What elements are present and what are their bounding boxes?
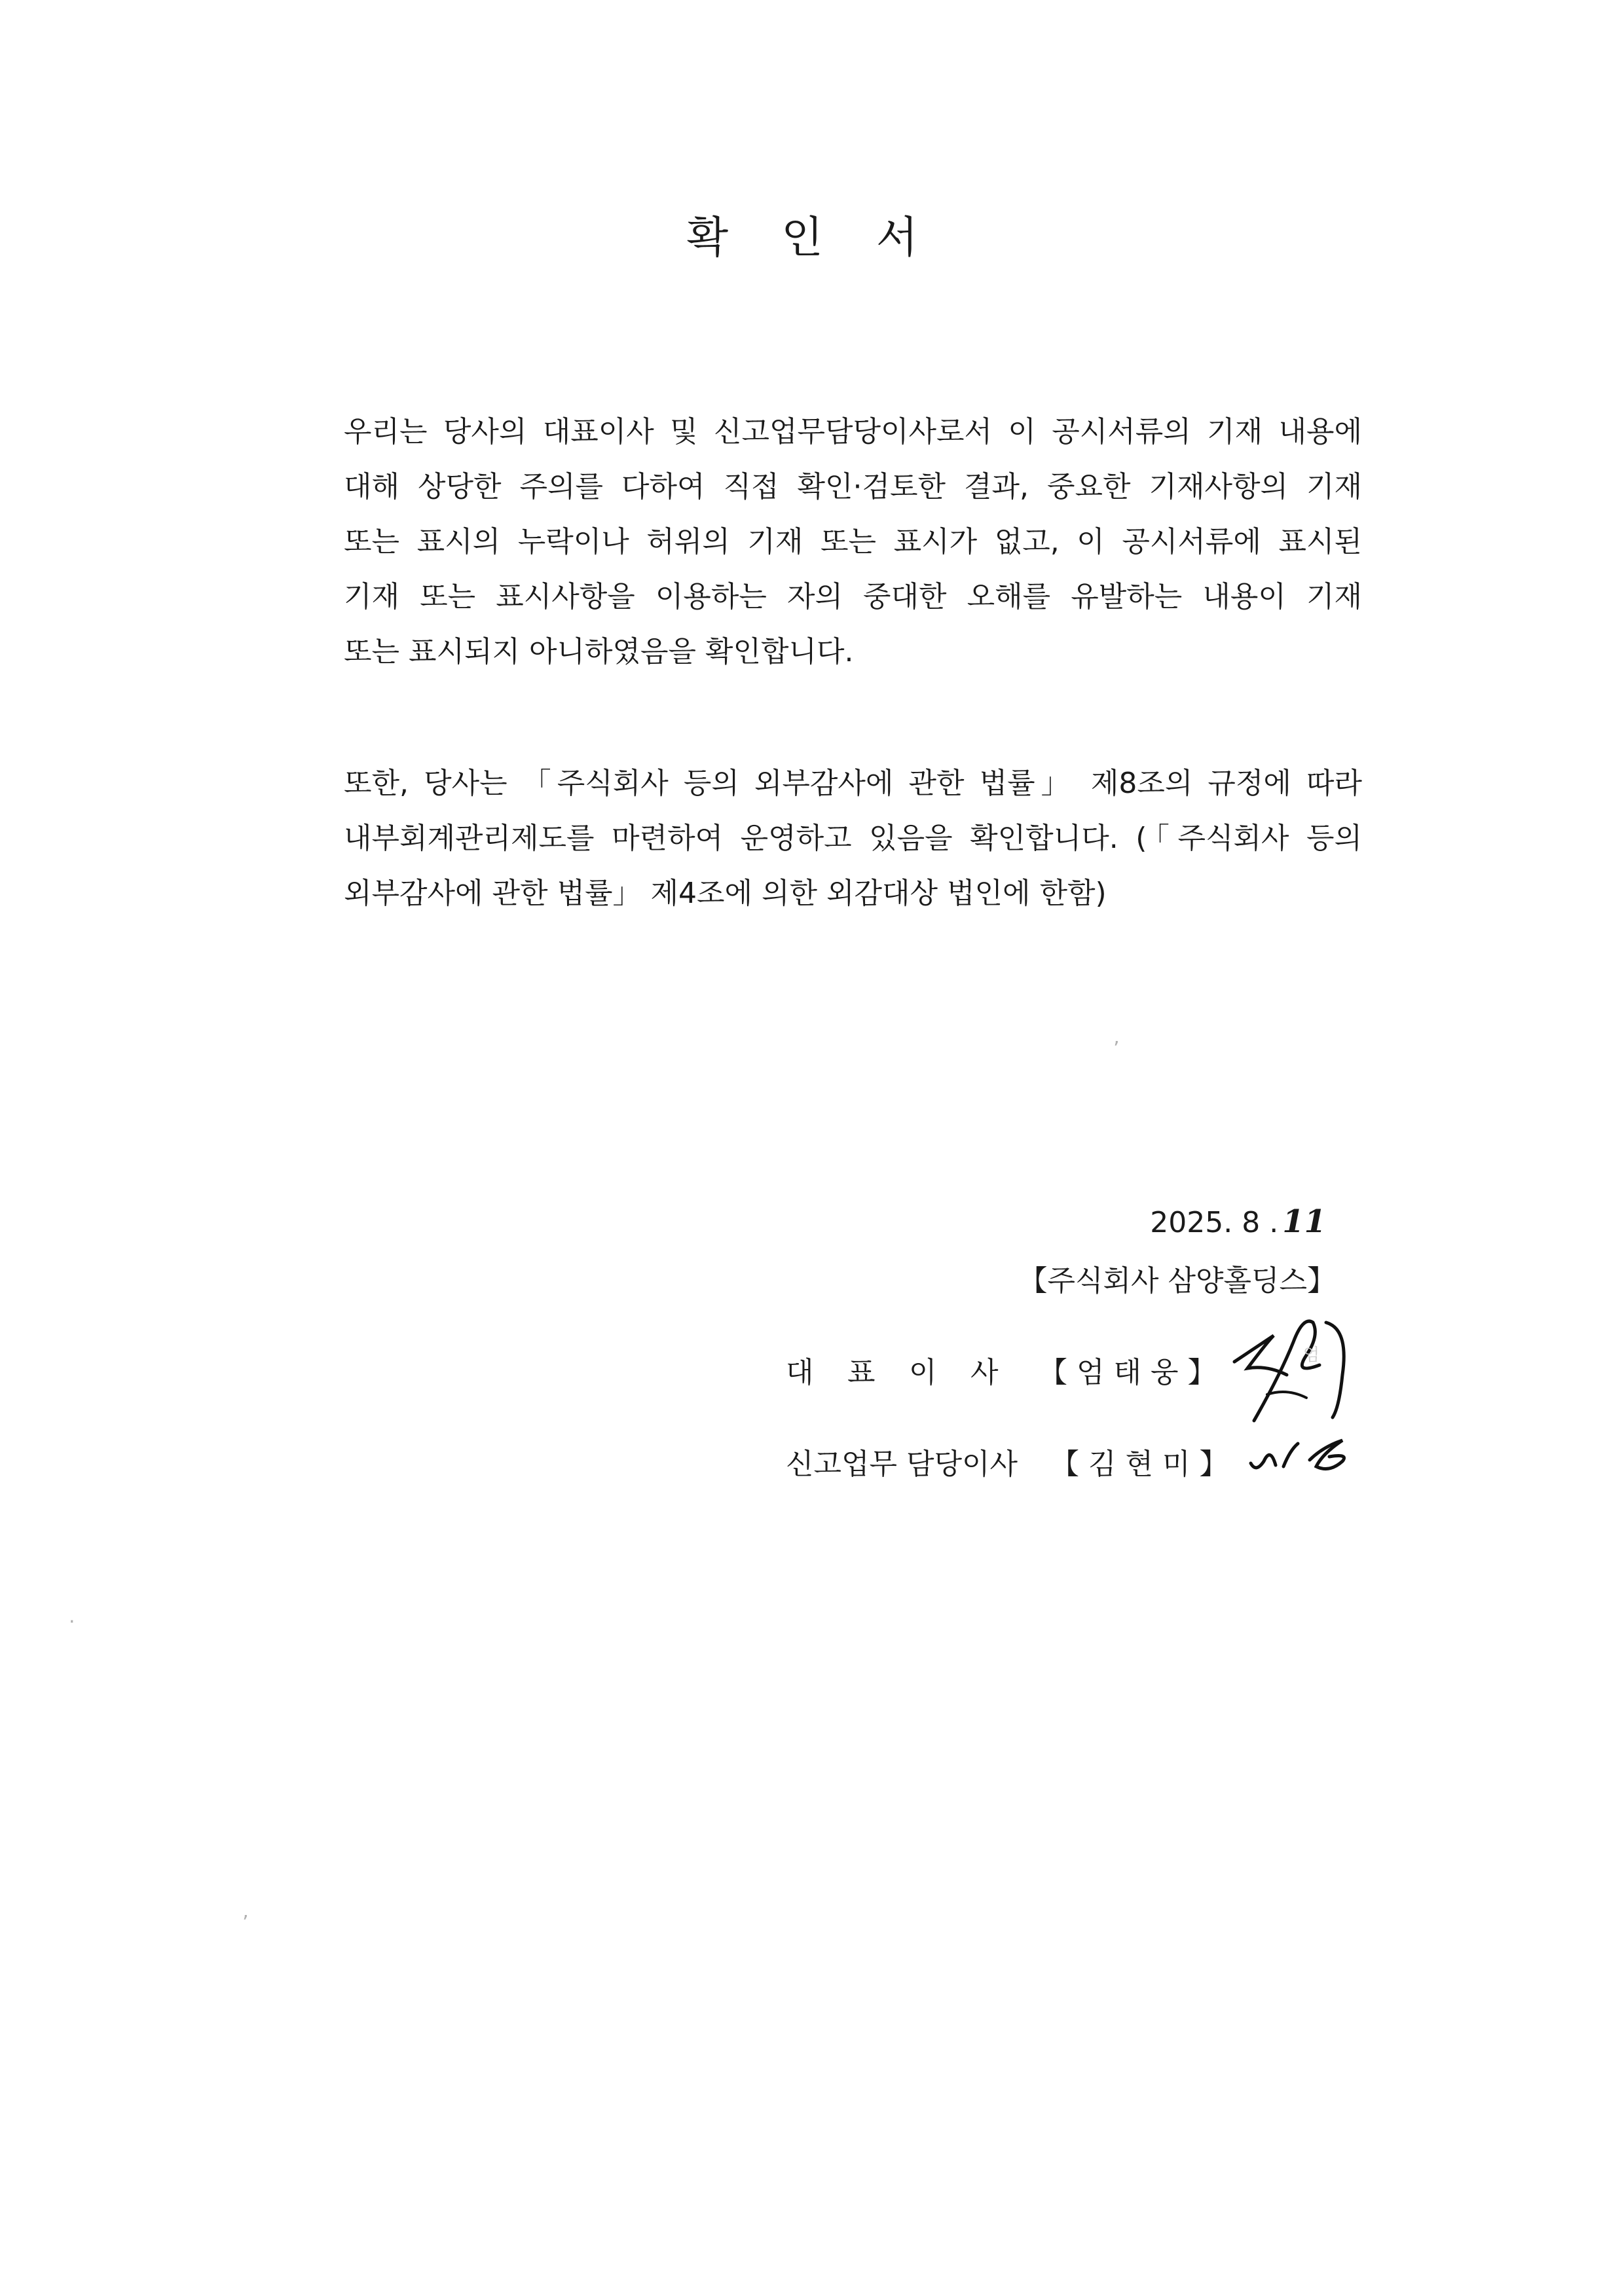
internal-control-paragraph [344, 756, 1362, 921]
paragraph-line: 외부감사에 관한 법률」 제4조에 의한 외감대상 법인에 한함) [344, 877, 1107, 910]
document-date [1150, 1203, 1326, 1240]
scan-speck-icon: ʼ [242, 1912, 249, 1935]
scan-speck-icon: ʼ [1113, 1038, 1120, 1061]
paragraph-line: 대해 상당한 주의를 다하여 직접 확인·검토한 결과, 중요한 기재사항의 기재 [344, 470, 1362, 503]
company-name: 【주식회사 삼양홀딩스】 [1018, 1264, 1336, 1298]
signatory-ceo [786, 1349, 1216, 1391]
scan-speck-icon: · [69, 1611, 75, 1633]
paragraph-line: 또는 표시되지 아니하였음을 확인합니다. [344, 635, 854, 668]
date-printed: 2025. 8 . [1150, 1206, 1279, 1239]
signatory-name: 【 김 현 미 】 [1050, 1448, 1228, 1481]
paragraph-line: 또한, 당사는 「주식회사 등의 외부감사에 관한 법률」 제8조의 규정에 따라 [344, 767, 1362, 800]
officer-signature-icon [1244, 1427, 1369, 1480]
signatory-disclosure-officer [786, 1440, 1228, 1482]
document-title: 확 인 서 [686, 212, 938, 263]
svg-text:엄: 엄 [1303, 1345, 1320, 1365]
confirmation-paragraph [344, 405, 1362, 680]
ceo-signature-icon [1228, 1303, 1372, 1427]
date-handwritten-day: 11 [1282, 1203, 1326, 1240]
paragraph-line: 내부회계관리제도를 마련하여 운영하고 있음을 확인합니다. (「주식회사 등의 [344, 822, 1362, 855]
paragraph-line: 우리는 당사의 대표이사 및 신고업무담당이사로서 이 공시서류의 기재 내용에 [344, 415, 1362, 448]
signatory-role: 신고업무 담당이사 [786, 1448, 1018, 1481]
paragraph-line: 기재 또는 표시사항을 이용하는 자의 중대한 오해를 유발하는 내용이 기재 [344, 580, 1362, 613]
signatory-role: 대 표 이 사 [786, 1356, 999, 1389]
paragraph-line: 또는 표시의 누락이나 허위의 기재 또는 표시가 없고, 이 공시서류에 표시된 [344, 525, 1362, 558]
signatory-name: 【 엄 태 웅 】 [1039, 1356, 1217, 1389]
